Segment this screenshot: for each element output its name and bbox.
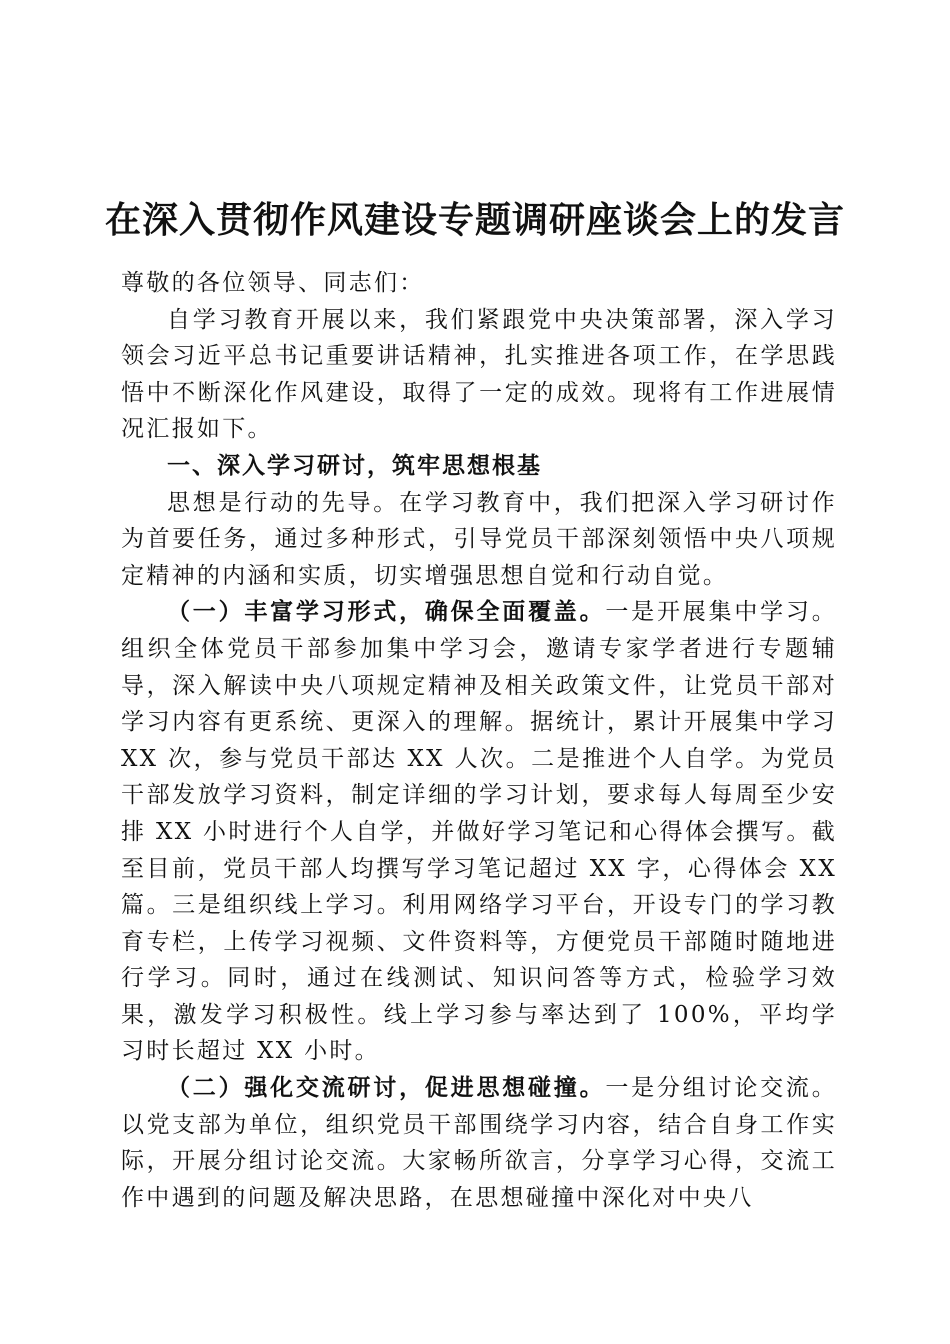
intro-paragraph: 自学习教育开展以来，我们紧跟党中央决策部署，深入学习领会习近平总书记重要讲话精神，扎实推进各项工作，在学思践悟中不断深化作风建设，取得了一定的成效。现将有工作进展情况汇报如下。	[121, 306, 837, 443]
subsection-1-text: 一是开展集中学习。组织全体党员干部参加集中学习会，邀请专家学者进行专题辅导，深入解读中央八项规定精神及相关政策文件，让党员干部对学习内容有更系统、更深入的理解。据统计，累计开展集中学习 XX 次，参与党员干部达 XX 人次。二是推进个人自学。为党员干部发放学习资料，制定详细的学习计划，要求每人每周至少安排 XX 小时进行个人自学，并做好学习笔记和心得体会撰写。截至目前，党员干部人均撰写学习笔记超过 XX 字，心得体会 XX 篇。三是组织线上学习。利用网络学习平台，开设专门的学习教育专栏，上传学习视频、文件资料等，方便党员干部随时随地进行学习。同时，通过在线测试、知识问答等方式，检验学习效果，激发学习积极性。线上学习参与率达到了 100%，平均学习时长超过 XX 小时。	[121, 599, 837, 1065]
section-heading: 一、深入学习研讨，筑牢思想根基	[167, 452, 542, 479]
document-body	[121, 265, 837, 1216]
section-lead-paragraph: 思想是行动的先导。在学习教育中，我们把深入学习研讨作为首要任务，通过多种形式，引导党员干部深刻领悟中央八项规定精神的内涵和实质，切实增强思想自觉和行动自觉。	[121, 489, 837, 589]
document-title: 在深入贯彻作风建设专题调研座谈会上的发言	[104, 199, 845, 241]
subsection-1-heading: （一）丰富学习形式，确保全面覆盖。	[167, 598, 606, 626]
salutation: 尊敬的各位领导、同志们：	[121, 270, 425, 296]
subsection-2-heading: （二）强化交流研讨，促进思想碰撞。	[167, 1074, 606, 1102]
subsection-1-paragraph	[121, 594, 837, 1070]
subsection-2-text: 一是分组讨论交流。以党支部为单位，组织党员干部围绕学习内容，结合自身工作实际，开展分组讨论交流。大家畅所欲言，分享学习心得，交流工作中遇到的问题及解决思路，在思想碰撞中深化对中央八	[121, 1075, 837, 1211]
subsection-2-paragraph	[121, 1070, 837, 1216]
